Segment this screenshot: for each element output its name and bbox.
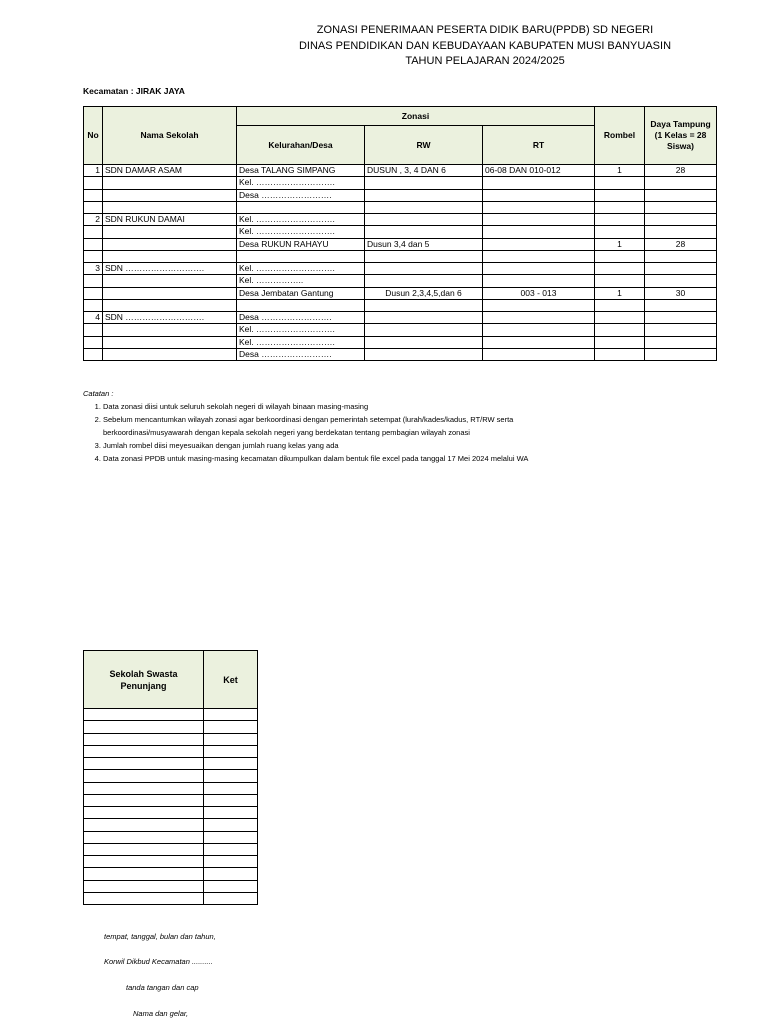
table-row (84, 868, 258, 880)
cell-no: 4 (84, 312, 103, 324)
cell-nama (103, 324, 237, 336)
header-rt: RT (483, 126, 595, 165)
cell-sekolah (84, 868, 204, 880)
cell-rw: Dusun 3,4 dan 5 (365, 238, 483, 250)
cell-desa: Kel. ………………………. (237, 263, 365, 275)
table-row (84, 189, 717, 201)
cell-nama (103, 201, 237, 213)
cell-daya (645, 226, 717, 238)
cell-desa: Desa ……………………. (237, 189, 365, 201)
cell-desa: Kel. ………………………. (237, 226, 365, 238)
cell-no (84, 287, 103, 299)
cell-rw (365, 348, 483, 360)
cell-desa (237, 250, 365, 262)
cell-desa: Desa ……………………. (237, 312, 365, 324)
cell-rombel (595, 214, 645, 226)
title-line-3: TAHUN PELAJARAN 2024/2025 (405, 55, 565, 67)
cell-rombel (595, 177, 645, 189)
cell-desa: Desa TALANG SIMPANG (237, 165, 365, 177)
cell-rw (365, 214, 483, 226)
cell-no: 3 (84, 263, 103, 275)
cell-sekolah (84, 794, 204, 806)
cell-rombel (595, 348, 645, 360)
cell-sekolah (84, 892, 204, 904)
cell-rw (365, 275, 483, 287)
cell-desa: Kel. ………………………. (237, 177, 365, 189)
cell-desa: Kel. ………………………. (237, 324, 365, 336)
cell-nama (103, 336, 237, 348)
swasta-body (84, 709, 258, 905)
cell-ket (204, 892, 258, 904)
cell-nama: SDN ………………………. (103, 263, 237, 275)
cell-ket (204, 880, 258, 892)
table-row (84, 250, 717, 262)
notes-title: Catatan : (83, 389, 114, 398)
table-row (84, 238, 717, 250)
cell-nama (103, 238, 237, 250)
cell-rt (483, 250, 595, 262)
cell-rt (483, 201, 595, 213)
table-row (84, 263, 717, 275)
cell-daya: 28 (645, 165, 717, 177)
cell-rw (365, 263, 483, 275)
cell-rombel (595, 201, 645, 213)
cell-desa: Desa RUKUN RAHAYU (237, 238, 365, 250)
cell-sekolah (84, 819, 204, 831)
header-ket: Ket (204, 651, 258, 709)
cell-rw: DUSUN , 3, 4 DAN 6 (365, 165, 483, 177)
cell-daya (645, 312, 717, 324)
cell-desa (237, 201, 365, 213)
cell-desa: Kel. …………….. (237, 275, 365, 287)
cell-no: 1 (84, 165, 103, 177)
note-item: 2. Sebelum mencantumkan wilayah zonasi agar berkoordinasi dengan pemerintah setempat (lurah/kades/kadus, RT/RW serta berkoordinasi/musyawarah dengan kepala sekolah negeri yang berdekatan tentang pembagian wilayah zonasi (103, 413, 583, 439)
cell-rombel (595, 312, 645, 324)
header-rw: RW (365, 126, 483, 165)
cell-rt (483, 238, 595, 250)
table-row (84, 312, 717, 324)
cell-sekolah (84, 856, 204, 868)
zonasi-body (84, 165, 717, 361)
cell-ket (204, 770, 258, 782)
note-item: 3. Jumlah rombel diisi meyesuaikan dengan jumlah ruang kelas yang ada (103, 439, 583, 452)
cell-daya (645, 177, 717, 189)
cell-no (84, 299, 103, 311)
cell-nama (103, 348, 237, 360)
title-line-2: DINAS PENDIDIKAN DAN KEBUDAYAAN KABUPATEN MUSI BANYUASIN (298, 39, 672, 52)
header-zonasi: Zonasi (237, 107, 595, 126)
cell-no (84, 250, 103, 262)
table-row (84, 709, 258, 721)
cell-rt (483, 348, 595, 360)
cell-rombel: 1 (595, 238, 645, 250)
title-line-1: ZONASI PENERIMAAN PESERTA DIDIK BARU(PPDB) SD NEGERI (316, 24, 654, 36)
cell-daya (645, 189, 717, 201)
cell-rt (483, 336, 595, 348)
swasta-table (83, 650, 258, 905)
cell-rw (365, 177, 483, 189)
cell-sekolah (84, 758, 204, 770)
cell-nama (103, 189, 237, 201)
cell-rombel (595, 226, 645, 238)
cell-no (84, 238, 103, 250)
cell-rt (483, 177, 595, 189)
table-row (84, 324, 717, 336)
header-daya-tampung: Daya Tampung (1 Kelas = 28 Siswa) (645, 107, 717, 165)
cell-ket (204, 733, 258, 745)
cell-rw (365, 226, 483, 238)
cell-nama (103, 299, 237, 311)
table-row (84, 721, 258, 733)
zonasi-table (83, 106, 717, 361)
cell-sekolah (84, 831, 204, 843)
cell-desa: Kel. ………………………. (237, 336, 365, 348)
table-row (84, 275, 717, 287)
table-row (84, 843, 258, 855)
cell-sekolah (84, 843, 204, 855)
cell-nama: SDN ………………………. (103, 312, 237, 324)
cell-rt: 003 - 013 (483, 287, 595, 299)
cell-rombel (595, 324, 645, 336)
signature-place-date: tempat, tanggal, bulan dan tahun, (104, 932, 216, 941)
cell-nama (103, 287, 237, 299)
cell-nama (103, 226, 237, 238)
table-row (84, 165, 717, 177)
cell-daya (645, 263, 717, 275)
table-row (84, 745, 258, 757)
cell-no: 2 (84, 214, 103, 226)
cell-rt: 06-08 DAN 010-012 (483, 165, 595, 177)
cell-daya: 28 (645, 238, 717, 250)
cell-daya (645, 336, 717, 348)
cell-daya (645, 324, 717, 336)
table-row (84, 807, 258, 819)
cell-rw (365, 299, 483, 311)
cell-ket (204, 831, 258, 843)
table-row (84, 782, 258, 794)
cell-rombel (595, 189, 645, 201)
table-row (84, 758, 258, 770)
header-kelurahan: Kelurahan/Desa (237, 126, 365, 165)
header-nama-sekolah: Nama Sekolah (103, 107, 237, 165)
cell-rw: Dusun 2,3,4,5,dan 6 (365, 287, 483, 299)
notes-list (83, 400, 583, 465)
cell-rt (483, 324, 595, 336)
cell-rt (483, 189, 595, 201)
cell-rw (365, 312, 483, 324)
cell-rombel (595, 275, 645, 287)
cell-no (84, 177, 103, 189)
cell-rombel (595, 336, 645, 348)
cell-sekolah (84, 807, 204, 819)
cell-no (84, 275, 103, 287)
cell-rt (483, 263, 595, 275)
kecamatan-label: Kecamatan : JIRAK JAYA (83, 86, 185, 96)
table-row (84, 733, 258, 745)
cell-daya: 30 (645, 287, 717, 299)
cell-nama (103, 275, 237, 287)
cell-nama (103, 177, 237, 189)
table-row (84, 299, 717, 311)
notes-section (83, 387, 583, 465)
cell-sekolah (84, 880, 204, 892)
cell-rombel (595, 299, 645, 311)
cell-rombel (595, 263, 645, 275)
cell-daya (645, 275, 717, 287)
cell-no (84, 324, 103, 336)
table-row (84, 880, 258, 892)
cell-ket (204, 782, 258, 794)
document-title (200, 23, 768, 70)
table-row (84, 214, 717, 226)
cell-no (84, 348, 103, 360)
cell-nama: SDN DAMAR ASAM (103, 165, 237, 177)
cell-nama: SDN RUKUN DAMAI (103, 214, 237, 226)
cell-rombel: 1 (595, 165, 645, 177)
table-row (84, 831, 258, 843)
cell-ket (204, 758, 258, 770)
header-rombel: Rombel (595, 107, 645, 165)
cell-rw (365, 201, 483, 213)
cell-ket (204, 709, 258, 721)
table-row (84, 226, 717, 238)
cell-no (84, 336, 103, 348)
cell-daya (645, 348, 717, 360)
cell-rt (483, 299, 595, 311)
cell-sekolah (84, 745, 204, 757)
table-row (84, 177, 717, 189)
signature-korwil: Korwil Dikbud Kecamatan .......... (104, 957, 213, 966)
cell-no (84, 189, 103, 201)
table-row (84, 287, 717, 299)
table-row (84, 794, 258, 806)
cell-sekolah (84, 770, 204, 782)
note-item: 4. Data zonasi PPDB untuk masing-masing kecamatan dikumpulkan dalam bentuk file excel pada tanggal 17 Mei 2024 melalui WA (103, 452, 583, 465)
cell-daya (645, 299, 717, 311)
cell-ket (204, 843, 258, 855)
header-sekolah-swasta: Sekolah Swasta Penunjang (84, 651, 204, 709)
cell-desa: Kel. ………………………. (237, 214, 365, 226)
cell-ket (204, 819, 258, 831)
cell-desa: Desa ……………………. (237, 348, 365, 360)
cell-rw (365, 336, 483, 348)
cell-no (84, 201, 103, 213)
signature-nama: Nama dan gelar, (133, 1009, 189, 1018)
cell-ket (204, 807, 258, 819)
cell-ket (204, 868, 258, 880)
cell-rombel (595, 250, 645, 262)
table-row (84, 892, 258, 904)
cell-rw (365, 324, 483, 336)
cell-ket (204, 745, 258, 757)
signature-ttd: tanda tangan dan cap (126, 983, 199, 992)
cell-desa (237, 299, 365, 311)
cell-rw (365, 250, 483, 262)
cell-desa: Desa Jembatan Gantung (237, 287, 365, 299)
header-no: No (84, 107, 103, 165)
table-row (84, 336, 717, 348)
cell-ket (204, 794, 258, 806)
cell-rt (483, 275, 595, 287)
table-row (84, 819, 258, 831)
cell-daya (645, 214, 717, 226)
cell-rt (483, 214, 595, 226)
cell-nama (103, 250, 237, 262)
table-row (84, 201, 717, 213)
cell-sekolah (84, 709, 204, 721)
cell-sekolah (84, 721, 204, 733)
cell-no (84, 226, 103, 238)
cell-sekolah (84, 733, 204, 745)
table-row (84, 856, 258, 868)
cell-sekolah (84, 782, 204, 794)
cell-ket (204, 856, 258, 868)
cell-rw (365, 189, 483, 201)
cell-rt (483, 312, 595, 324)
cell-ket (204, 721, 258, 733)
cell-daya (645, 201, 717, 213)
cell-rombel: 1 (595, 287, 645, 299)
table-row (84, 348, 717, 360)
cell-daya (645, 250, 717, 262)
table-row (84, 770, 258, 782)
note-item: 1. Data zonasi diisi untuk seluruh sekolah negeri di wilayah binaan masing-masing (103, 400, 583, 413)
cell-rt (483, 226, 595, 238)
